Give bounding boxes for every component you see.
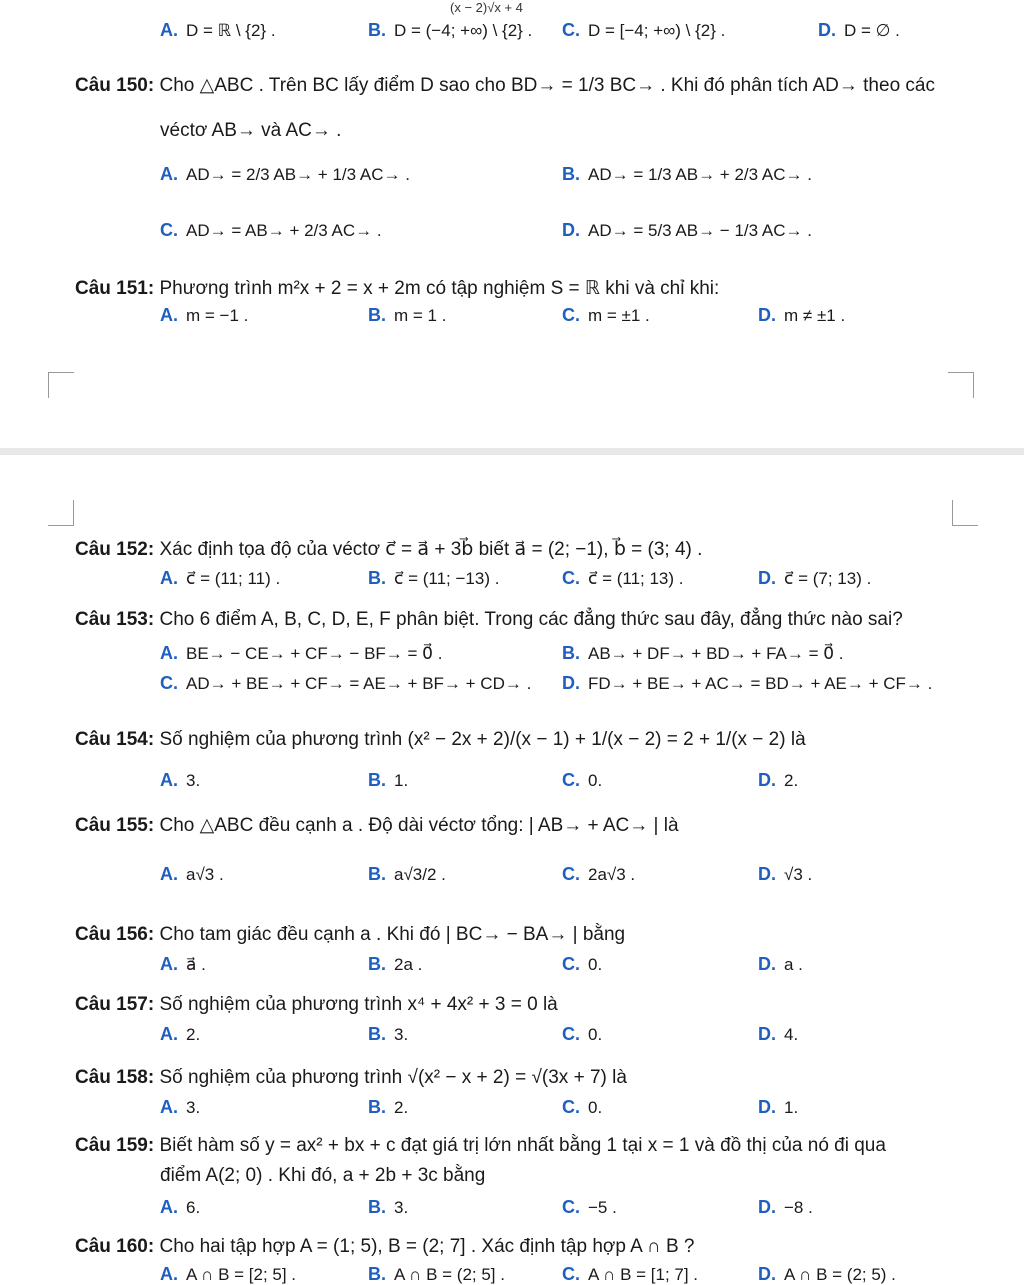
option-151-a: A. m = −1 . — [160, 305, 249, 325]
option-152-d: D. c⃗ = (7; 13) . — [758, 568, 872, 588]
question-156: Câu 156: Cho tam giác đều cạnh a . Khi đó | BC→ − BA→ | bằng — [75, 924, 626, 945]
option-prev-a: A. D = ℝ \ {2} . — [160, 20, 276, 40]
crop-mark — [948, 372, 974, 398]
option-156-c: C. 0. — [562, 954, 603, 974]
option-154-c: C. 0. — [562, 770, 603, 790]
question-150-cont: véctơ AB→ và AC→ . — [160, 120, 342, 141]
question-152: Câu 152: Xác định tọa độ của véctơ c⃗ = a⃗ + 3b⃗ biết a⃗ = (2; −1), b⃗ = (3; 4) . — [75, 539, 703, 560]
option-155-a: A. a√3 . — [160, 864, 224, 884]
option-155-b: B. a√3/2 . — [368, 864, 446, 884]
option-prev-c: C. D = [−4; +∞) \ {2} . — [562, 20, 726, 40]
option-157-a: A. 2. — [160, 1024, 201, 1044]
question-153: Câu 153: Cho 6 điểm A, B, C, D, E, F phân biệt. Trong các đẳng thức sau đây, đẳng thức nào sai? — [75, 609, 903, 630]
option-159-a: A. 6. — [160, 1197, 201, 1217]
option-157-d: D. 4. — [758, 1024, 799, 1044]
option-160-c: C. A ∩ B = [1; 7] . — [562, 1264, 699, 1284]
crop-mark — [48, 372, 74, 398]
question-155: Câu 155: Cho △ABC đều cạnh a . Độ dài véctơ tổng: | AB→ + AC→ | là — [75, 815, 679, 836]
question-151: Câu 151: Phương trình m²x + 2 = x + 2m có tập nghiệm S = ℝ khi và chỉ khi: — [75, 278, 720, 299]
option-158-c: C. 0. — [562, 1097, 603, 1117]
option-prev-d: D. D = ∅ . — [818, 20, 900, 40]
question-159-cont: điểm A(2; 0) . Khi đó, a + 2b + 3c bằng — [160, 1165, 486, 1186]
option-152-c: C. c⃗ = (11; 13) . — [562, 568, 684, 588]
option-160-a: A. A ∩ B = [2; 5] . — [160, 1264, 297, 1284]
question-160: Câu 160: Cho hai tập hợp A = (1; 5), B = (2; 7] . Xác định tập hợp A ∩ B ? — [75, 1236, 695, 1257]
option-160-d: D. A ∩ B = (2; 5) . — [758, 1264, 896, 1284]
option-150-d: D. AD→ = 5/3 AB→ − 1/3 AC→ . — [562, 220, 812, 240]
option-155-d: D. √3 . — [758, 864, 813, 884]
option-153-b: B. AB→ + DF→ + BD→ + FA→ = 0⃗ . — [562, 643, 844, 663]
option-152-a: A. c⃗ = (11; 11) . — [160, 568, 281, 588]
question-158: Câu 158: Số nghiệm của phương trình √(x² − x + 2) = √(3x + 7) là — [75, 1067, 627, 1088]
option-150-b: B. AD→ = 1/3 AB→ + 2/3 AC→ . — [562, 164, 812, 184]
option-158-d: D. 1. — [758, 1097, 799, 1117]
option-154-b: B. 1. — [368, 770, 409, 790]
question-157: Câu 157: Số nghiệm của phương trình x⁴ + 4x² + 3 = 0 là — [75, 994, 558, 1015]
option-151-c: C. m = ±1 . — [562, 305, 650, 325]
option-156-a: A. a⃗ . — [160, 954, 206, 974]
question-154: Câu 154: Số nghiệm của phương trình (x² − 2x + 2)/(x − 1) + 1/(x − 2) = 2 + 1/(x − 2) là — [75, 729, 806, 750]
option-152-b: B. c⃗ = (11; −13) . — [368, 568, 500, 588]
option-157-b: B. 3. — [368, 1024, 409, 1044]
page-separator — [0, 448, 1024, 455]
option-151-d: D. m ≠ ±1 . — [758, 305, 846, 325]
question-159: Câu 159: Biết hàm số y = ax² + bx + c đạt giá trị lớn nhất bằng 1 tại x = 1 và đồ thị của nó đi qua — [75, 1135, 886, 1156]
option-157-c: C. 0. — [562, 1024, 603, 1044]
option-159-b: B. 3. — [368, 1197, 409, 1217]
option-154-d: D. 2. — [758, 770, 799, 790]
option-159-d: D. −8 . — [758, 1197, 813, 1217]
option-154-a: A. 3. — [160, 770, 201, 790]
crop-mark — [48, 500, 74, 526]
page-1 — [0, 0, 1024, 448]
option-153-c: C. AD→ + BE→ + CF→ = AE→ + BF→ + CD→ . — [160, 673, 532, 693]
option-150-c: C. AD→ = AB→ + 2/3 AC→ . — [160, 220, 382, 240]
option-153-d: D. FD→ + BE→ + AC→ = BD→ + AE→ + CF→ . — [562, 673, 933, 693]
option-158-a: A. 3. — [160, 1097, 201, 1117]
question-150: Câu 150: Cho △ABC . Trên BC lấy điểm D sao cho BD→ = 1/3 BC→ . Khi đó phân tích AD→ theo các — [75, 75, 935, 96]
option-155-c: C. 2a√3 . — [562, 864, 636, 884]
option-158-b: B. 2. — [368, 1097, 409, 1117]
option-159-c: C. −5 . — [562, 1197, 617, 1217]
option-156-b: B. 2a . — [368, 954, 423, 974]
option-156-d: D. a . — [758, 954, 803, 974]
option-160-b: B. A ∩ B = (2; 5] . — [368, 1264, 505, 1284]
option-153-a: A. BE→ − CE→ + CF→ − BF→ = 0⃗ . — [160, 643, 443, 663]
clipped-formula: (x − 2)√x + 4 — [450, 0, 523, 15]
crop-mark — [952, 500, 978, 526]
option-prev-b: B. D = (−4; +∞) \ {2} . — [368, 20, 533, 40]
option-151-b: B. m = 1 . — [368, 305, 447, 325]
option-150-a: A. AD→ = 2/3 AB→ + 1/3 AC→ . — [160, 164, 410, 184]
